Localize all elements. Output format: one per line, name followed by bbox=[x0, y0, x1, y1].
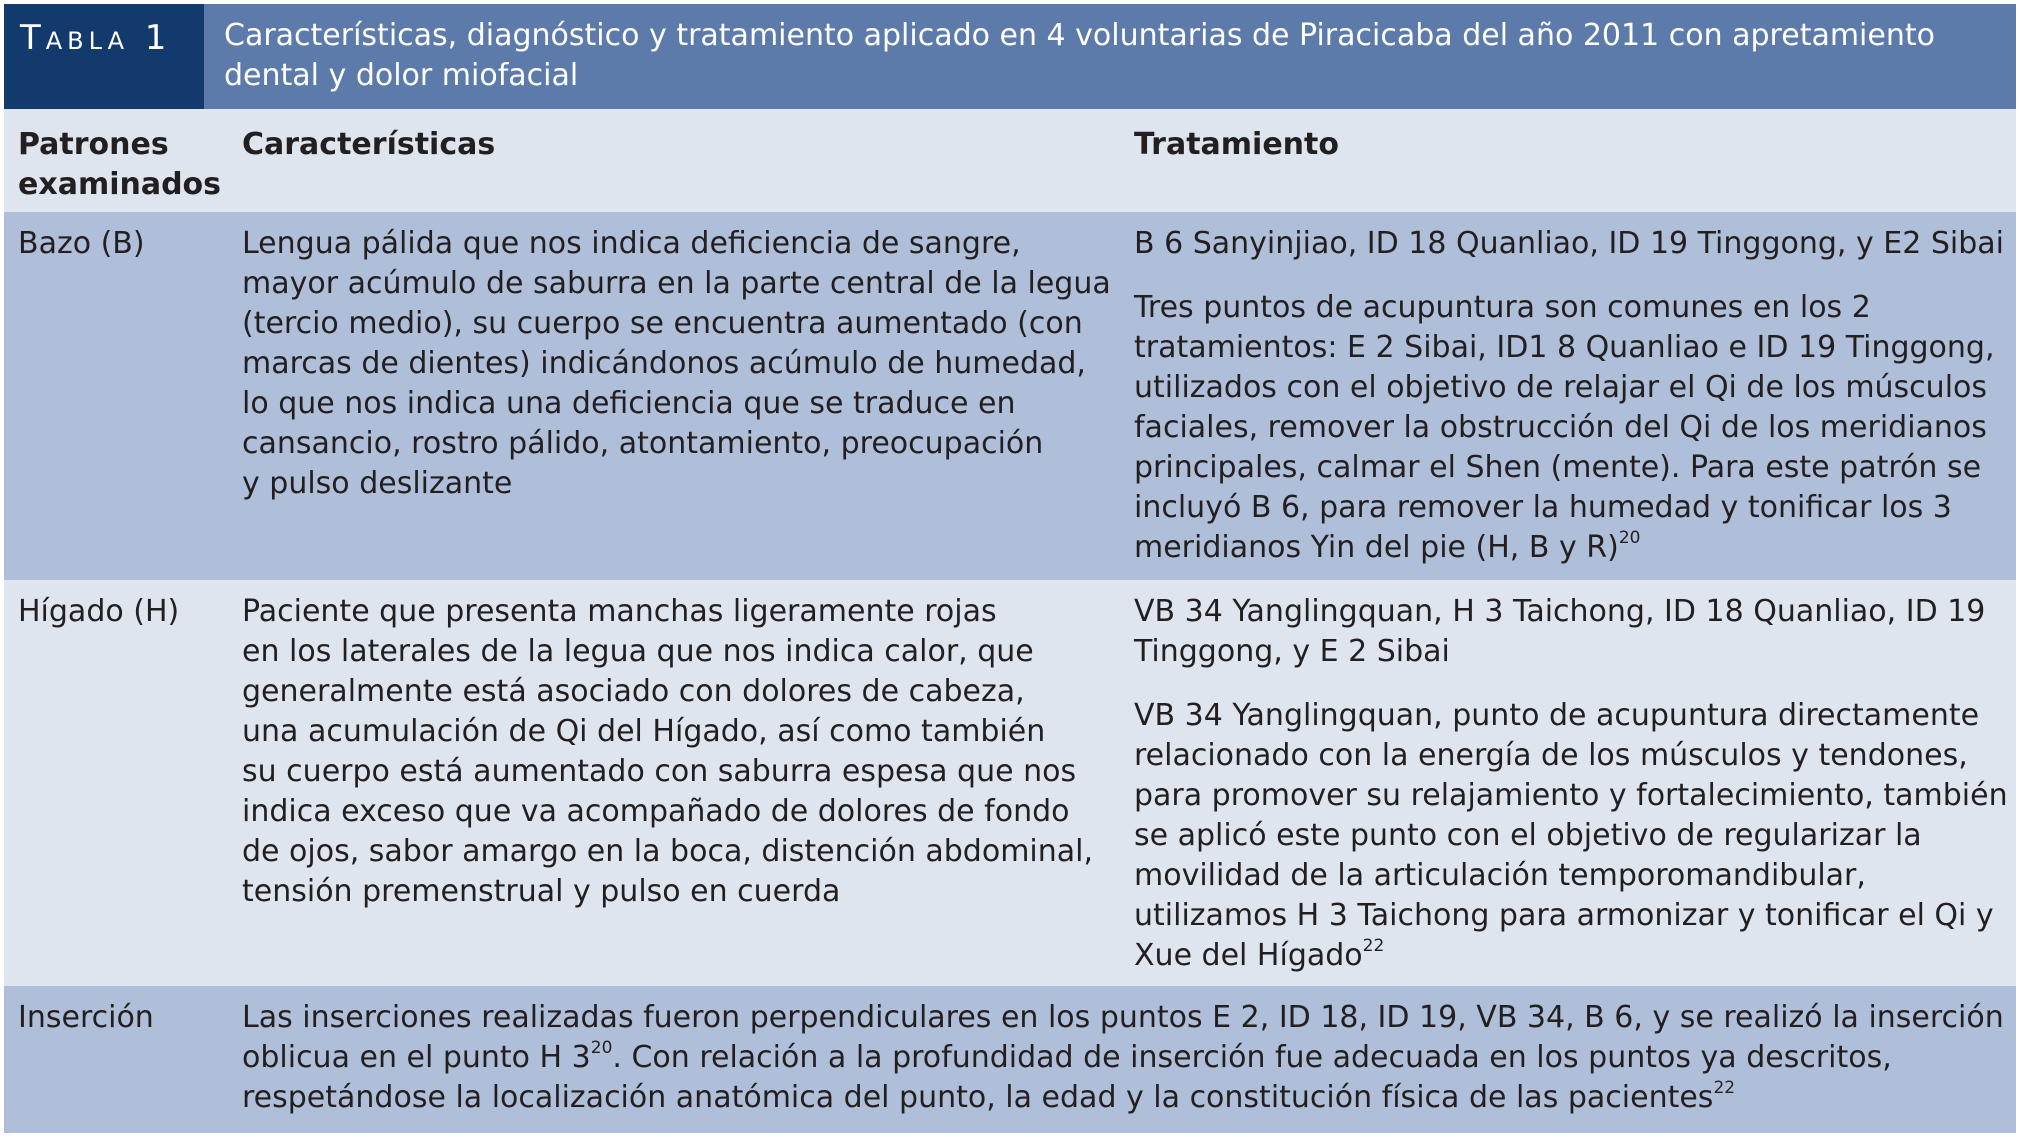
pattern-cell: Hígado (H) bbox=[18, 594, 180, 629]
pattern-cell: Bazo (B) bbox=[18, 226, 145, 261]
header-characteristics: Características bbox=[242, 127, 496, 162]
rationale-text: Tres puntos de acupuntura son comunes en los 2 tratamientos: E 2 Sibai, ID1 8 Quanliao e ID 19 Tinggong, utilizados con el objetivo de relajar el Qi de los músculos faciales, remover la obstrucción del Qi de los meridianos principales, calmar el Shen (mente). Para este patrón se incluyó B 6, para remover la humedad y tonificar los 3 meridianos Yin del pie (H, B y R) bbox=[1134, 290, 1995, 565]
characteristics-line: Paciente que presenta manchas ligeramente rojas bbox=[242, 594, 997, 629]
characteristics-line: generalmente está asociado con dolores de cabeza, bbox=[242, 674, 1025, 709]
table-title: Características, diagnóstico y tratamiento aplicado en 4 voluntarias de Piracicaba del año 2011 con apretamiento dental y dolor miofacial bbox=[224, 18, 1935, 93]
table-row bbox=[4, 986, 2016, 1133]
treatment-points: B 6 Sanyinjiao, ID 18 Quanliao, ID 19 Tinggong, y E2 Sibai bbox=[1134, 226, 2004, 261]
insertion-text bbox=[242, 998, 2014, 1118]
characteristics-line: Lengua pálida que nos indica deficiencia de sangre, bbox=[242, 226, 1021, 261]
table-title-bar bbox=[204, 4, 2016, 109]
insertion-text-part: Las inserciones realizadas fueron perpendiculares en los puntos E 2, ID 18, ID 19, VB 34, B 6, y se realizó la inserción oblicua en el punto H 3 bbox=[242, 1000, 2004, 1075]
header-patterns: Patrones examinados bbox=[18, 127, 222, 202]
table-row bbox=[4, 212, 2016, 580]
table-row bbox=[4, 580, 2016, 986]
treatment-rationale bbox=[1134, 696, 2014, 976]
characteristics-cell bbox=[242, 592, 1112, 912]
table-label bbox=[4, 4, 204, 109]
treatment-rationale bbox=[1134, 288, 2014, 568]
table-header-row bbox=[4, 109, 2016, 212]
characteristics-line: (tercio medio), su cuerpo se encuentra aumentado (con bbox=[242, 306, 1083, 341]
table-label-text: Tabla 1 bbox=[20, 18, 172, 58]
characteristics-line: indica exceso que va acompañado de dolores de fondo bbox=[242, 794, 1070, 829]
characteristics-line: marcas de dientes) indicándonos acúmulo de humedad, bbox=[242, 346, 1086, 381]
reference-superscript: 22 bbox=[1713, 1078, 1736, 1098]
reference-superscript: 20 bbox=[1618, 528, 1641, 548]
insertion-text-part: . Con relación a la profundidad de inserción fue adecuada en los puntos ya descritos, respetándose la localización anatómica del punto, la edad y la constitución física de las pacientes bbox=[242, 1040, 1892, 1115]
reference-superscript: 20 bbox=[590, 1038, 613, 1058]
treatment-cell bbox=[1134, 224, 2014, 568]
characteristics-line: mayor acúmulo de saburra en la parte central de la legua bbox=[242, 266, 1111, 301]
characteristics-line: en los laterales de la legua que nos indica calor, que bbox=[242, 634, 1034, 669]
characteristics-line: y pulso deslizante bbox=[242, 466, 513, 501]
characteristics-line: una acumulación de Qi del Hígado, así como también bbox=[242, 714, 1046, 749]
characteristics-cell bbox=[242, 224, 1112, 504]
treatment-cell bbox=[1134, 592, 2014, 976]
header-treatment: Tratamiento bbox=[1134, 127, 1339, 162]
characteristics-line: tensión premenstrual y pulso en cuerda bbox=[242, 874, 841, 909]
characteristics-line: su cuerpo está aumentado con saburra espesa que nos bbox=[242, 754, 1077, 789]
treatment-points: VB 34 Yanglingquan, H 3 Taichong, ID 18 Quanliao, ID 19 Tinggong, y E 2 Sibai bbox=[1134, 594, 1986, 669]
characteristics-line: de ojos, sabor amargo en la boca, distención abdominal, bbox=[242, 834, 1094, 869]
characteristics-line: cansancio, rostro pálido, atontamiento, preocupación bbox=[242, 426, 1044, 461]
reference-superscript: 22 bbox=[1362, 936, 1385, 956]
pattern-cell: Inserción bbox=[18, 1000, 154, 1035]
characteristics-line: lo que nos indica una deficiencia que se traduce en bbox=[242, 386, 1016, 421]
rationale-text: VB 34 Yanglingquan, punto de acupuntura directamente relacionado con la energía de los músculos y tendones, para promover su relajamiento y fortalecimiento, también se aplicó este punto con el objetivo de regularizar la movilidad de la articulación temporomandibular, utilizamos H 3 Taichong para armonizar y tonificar el Qi y Xue del Hígado bbox=[1134, 698, 2008, 973]
